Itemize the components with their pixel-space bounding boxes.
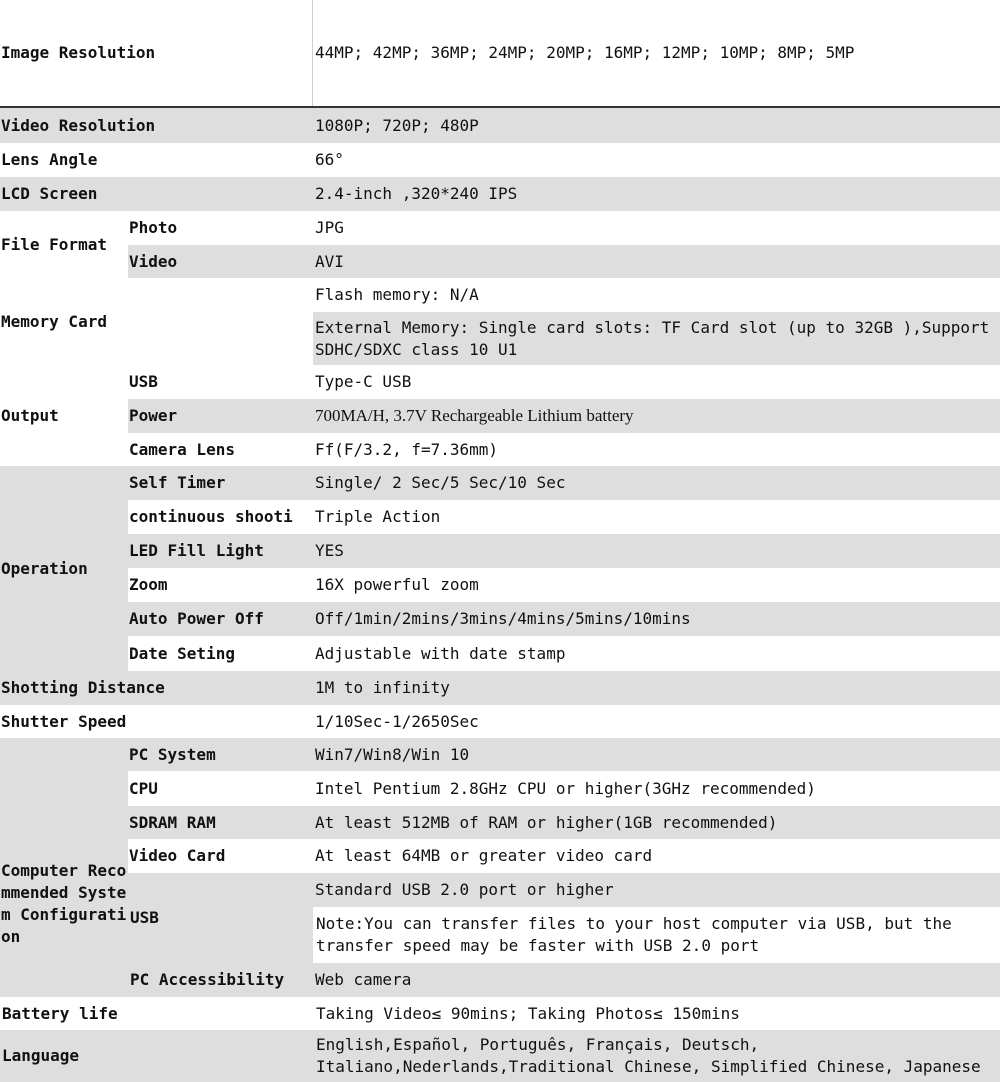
value-battery-life: Taking Video≤ 90mins; Taking Photos≤ 150mins: [313, 997, 1000, 1030]
value-lcd-screen: 2.4-inch ,320*240 IPS: [313, 177, 1000, 211]
sub-label-led-fill-light: LED Fill Light: [128, 534, 313, 568]
sub-label-pc-usb: USB: [128, 873, 313, 963]
sub-label-photo: Photo: [128, 211, 313, 245]
sub-label-camera-lens: Camera Lens: [128, 433, 313, 466]
row-label-lcd-screen: LCD Screen: [0, 177, 313, 211]
value-shutter-speed: 1/10Sec-1/2650Sec: [313, 705, 1000, 738]
value-cpu: Intel Pentium 2.8GHz CPU or higher(3GHz recommended): [313, 771, 1000, 806]
sub-label-usb: USB: [128, 365, 313, 399]
value-self-timer: Single/ 2 Sec/5 Sec/10 Sec: [313, 466, 1000, 500]
sub-label-zoom: Zoom: [128, 568, 313, 602]
value-usb-note: Note:You can transfer files to your host computer via USB, but the transfer speed may be faster with USB 2.0 port: [313, 907, 1000, 963]
sub-label-sdram: SDRAM RAM: [128, 806, 313, 839]
value-power: 700MA/H, 3.7V Rechargeable Lithium battery: [313, 399, 1000, 433]
value-pc-system: Win7/Win8/Win 10: [313, 738, 1000, 771]
sub-label-date-setting: Date Seting: [128, 636, 313, 671]
sub-label-cpu: CPU: [128, 771, 313, 806]
value-continuous-shooting: Triple Action: [313, 500, 1000, 534]
value-zoom: 16X powerful zoom: [313, 568, 1000, 602]
value-sdram: At least 512MB of RAM or higher(1GB recommended): [313, 806, 1000, 839]
sub-label-power: Power: [128, 399, 313, 433]
sub-label-self-timer: Self Timer: [128, 466, 313, 500]
row-label-output: Output: [0, 365, 128, 466]
value-video-resolution: 1080P; 720P; 480P: [313, 108, 1000, 143]
value-shotting-distance: 1M to infinity: [313, 671, 1000, 705]
sub-label-video-card: Video Card: [128, 839, 313, 873]
value-pc-usb: Standard USB 2.0 port or higher: [313, 873, 1000, 907]
row-label-shutter-speed: Shutter Speed: [0, 705, 313, 738]
value-auto-power-off: Off/1min/2mins/3mins/4mins/5mins/10mins: [313, 602, 1000, 636]
value-photo-format: JPG: [313, 211, 1000, 245]
row-label-video-resolution: Video Resolution: [0, 108, 313, 143]
value-external-memory: External Memory: Single card slots: TF Card slot (up to 32GB ),Support SDHC/SDXC class 10 U1: [313, 312, 1000, 365]
value-video-card: At least 64MB or greater video card: [313, 839, 1000, 873]
row-label-image-resolution: Image Resolution: [0, 0, 312, 106]
row-label-battery-life: Battery life: [0, 997, 313, 1030]
value-lens-angle: 66°: [313, 143, 1000, 177]
row-label-lens-angle: Lens Angle: [0, 143, 313, 177]
row-label-language: Language: [0, 1030, 313, 1082]
value-led-fill-light: YES: [313, 534, 1000, 568]
row-label-shotting-distance: Shotting Distance: [0, 671, 313, 705]
row-label-operation: Operation: [0, 466, 128, 671]
row-label-computer-configuration: Computer Recommended System Configuration: [0, 738, 128, 997]
value-image-resolution: 44MP; 42MP; 36MP; 24MP; 20MP; 16MP; 12MP; 10MP; 8MP; 5MP: [313, 0, 1000, 106]
value-language: English,Español, Português, Français, Deutsch, Italiano,Nederlands,Traditional Chinese, Simplified Chinese, Japanese: [313, 1030, 1000, 1082]
sub-label-pc-system: PC System: [128, 738, 313, 771]
sub-label-video: Video: [128, 245, 313, 278]
sub-label-continuous-shooting: continuous shooti: [128, 500, 313, 534]
value-usb: Type-C USB: [313, 365, 1000, 399]
sub-label-auto-power-off: Auto Power Off: [128, 602, 313, 636]
value-flash-memory: Flash memory: N/A: [313, 278, 1000, 312]
sub-label-pc-accessibility: PC Accessibility: [128, 963, 313, 997]
row-label-memory-card: Memory Card: [0, 278, 313, 365]
value-camera-lens: Ff(F/3.2, f=7.36mm): [313, 433, 1000, 466]
value-pc-accessibility: Web camera: [313, 963, 1000, 997]
row-label-file-format: File Format: [0, 211, 128, 278]
value-date-setting: Adjustable with date stamp: [313, 636, 1000, 671]
value-video-format: AVI: [313, 245, 1000, 278]
